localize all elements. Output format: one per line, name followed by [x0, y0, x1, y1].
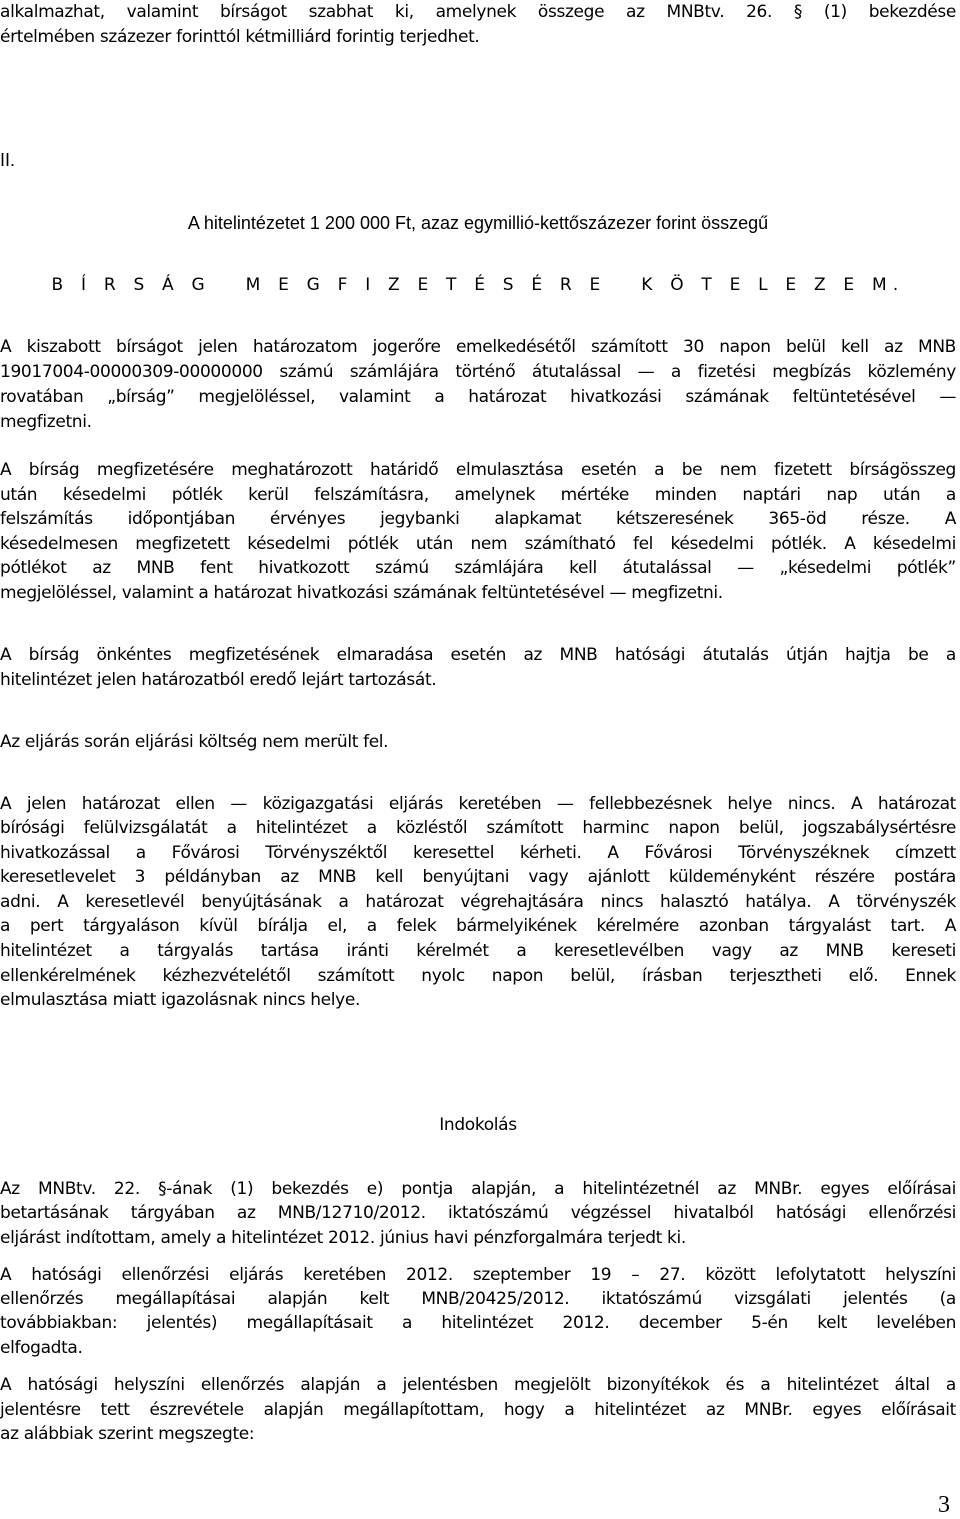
text-line: ellenkérelmének kézhezvételétől számított nyolc napon belül, írásban terjesztheti elő. Ennek: [0, 966, 956, 986]
text-line: késedelmesen megfizetett késedelmi pótlék után nem számítható fel késedelmi pótlék. A késedelmi: [0, 534, 956, 554]
text-line: rovatában „bírság” megjelöléssel, valamint a határozat hivatkozási számának feltüntetésével —: [0, 387, 956, 407]
text-line: hitelintézet a tárgyalás tartása iránti kérelmét a keresetlevélben vagy az MNB kereseti: [0, 941, 956, 961]
text-line: jelentésre tett észrevétele alapján megállapítottam, hogy a hitelintézet az MNBr. egyes előírásait: [0, 1400, 956, 1420]
text-line: az alábbiak szerint megszegte:: [0, 1424, 255, 1444]
section-heading: Indokolás: [439, 1115, 517, 1135]
text-line: után késedelmi pótlék kerül felszámításra, amelynek mértéke minden naptári nap után a: [0, 485, 956, 505]
text-line: eljárást indítottam, amely a hitelintézet 2012. június havi pénzforgalmára terjedt ki.: [0, 1228, 686, 1248]
text-line: elmulasztása miatt igazolásnak nincs helye.: [0, 990, 361, 1010]
text-line: A jelen határozat ellen — közigazgatási eljárás keretében — fellebbezésnek helye nincs. A határozat: [0, 794, 956, 814]
decision-statement: B Í R S Á G M E G F I Z E T É S É R E K Ö T E L E Z E M.: [51, 275, 905, 295]
text-line: hivatkozással a Fővárosi Törvényszéktől keresettel kérheti. A Fővárosi Törvényszéknek címzett: [0, 843, 956, 863]
decision-intro: A hitelintézetet 1 200 000 Ft, azaz egymillió-kettőszázezer forint összegű: [187, 213, 769, 233]
text-line: megfizetni.: [0, 412, 92, 432]
text-line: Az eljárás során eljárási költség nem merült fel.: [0, 732, 389, 752]
text-line: A bírság önkéntes megfizetésének elmaradása esetén az MNB hatósági átutalás útján hajtja be a: [0, 645, 956, 665]
text-line: elfogadta.: [0, 1338, 83, 1358]
text-line: továbbiakban: jelentés) megállapításait a hitelintézet 2012. december 5-én kelt levelében: [0, 1313, 956, 1333]
text-line: értelmében százezer forinttól kétmilliárd forintig terjedhet.: [0, 27, 480, 47]
text-line: megjelöléssel, valamint a határozat hivatkozási számának feltüntetésével — megfizetni.: [0, 583, 723, 603]
text-line: a pert tárgyaláson kívül bírálja el, a felek bármelyikének kérelmére azonban tárgyalást tart. A: [0, 916, 956, 936]
text-line: keresetlevelet 3 példányban az MNB kell benyújtani vagy ajánlott küldeményként részére postára: [0, 867, 956, 887]
text-line: felszámítás időpontjában érvényes jegybanki alapkamat kétszeresének 365-öd része. A: [0, 509, 956, 529]
text-line: adni. A keresetlevél benyújtásának a határozat végrehajtására nincs halasztó hatálya. A törvényszék: [0, 892, 956, 912]
text-line: 19017004-00000309-00000000 számú számlájára történő átutalással — a fizetési megbízás közlemény: [0, 362, 956, 382]
text-line: A kiszabott bírságot jelen határozatom jogerőre emelkedésétől számított 30 napon belül kell az MNB: [0, 337, 956, 357]
text-line: ellenőrzés megállapításai alapján kelt MNB/20425/2012. iktatószámú vizsgálati jelentés (a: [0, 1289, 956, 1309]
page-number: 3: [938, 1492, 950, 1518]
text-line: alkalmazhat, valamint bírságot szabhat ki, amelynek összege az MNBtv. 26. § (1) bekezdése: [0, 2, 956, 22]
text-line: Az MNBtv. 22. §-ának (1) bekezdés e) pontja alapján, a hitelintézetnél az MNBr. egyes előírásai: [0, 1179, 956, 1199]
text-line: pótlékot az MNB fent hivatkozott számú számlájára kell átutalással — „késedelmi pótlék”: [0, 558, 956, 578]
text-line: A bírság megfizetésére meghatározott határidő elmulasztása esetén a be nem fizetett bírságösszeg: [0, 460, 956, 480]
text-line: bírósági felülvizsgálatát a hitelintézet a közléstől számított harminc napon belül, jogszabálysértésre: [0, 818, 956, 838]
text-line: hitelintézet jelen határozatból eredő lejárt tartozását.: [0, 670, 437, 690]
section-numeral: II.: [0, 150, 16, 170]
text-line: betartásának tárgyában az MNB/12710/2012. iktatószámú végzéssel hivatalból hatósági ellenőrzési: [0, 1203, 956, 1223]
text-line: A hatósági helyszíni ellenőrzés alapján a jelentésben megjelölt bizonyítékok és a hitelintézet által a: [0, 1375, 956, 1395]
text-line: A hatósági ellenőrzési eljárás keretében 2012. szeptember 19 – 27. között lefolytatott helyszíni: [0, 1265, 956, 1285]
